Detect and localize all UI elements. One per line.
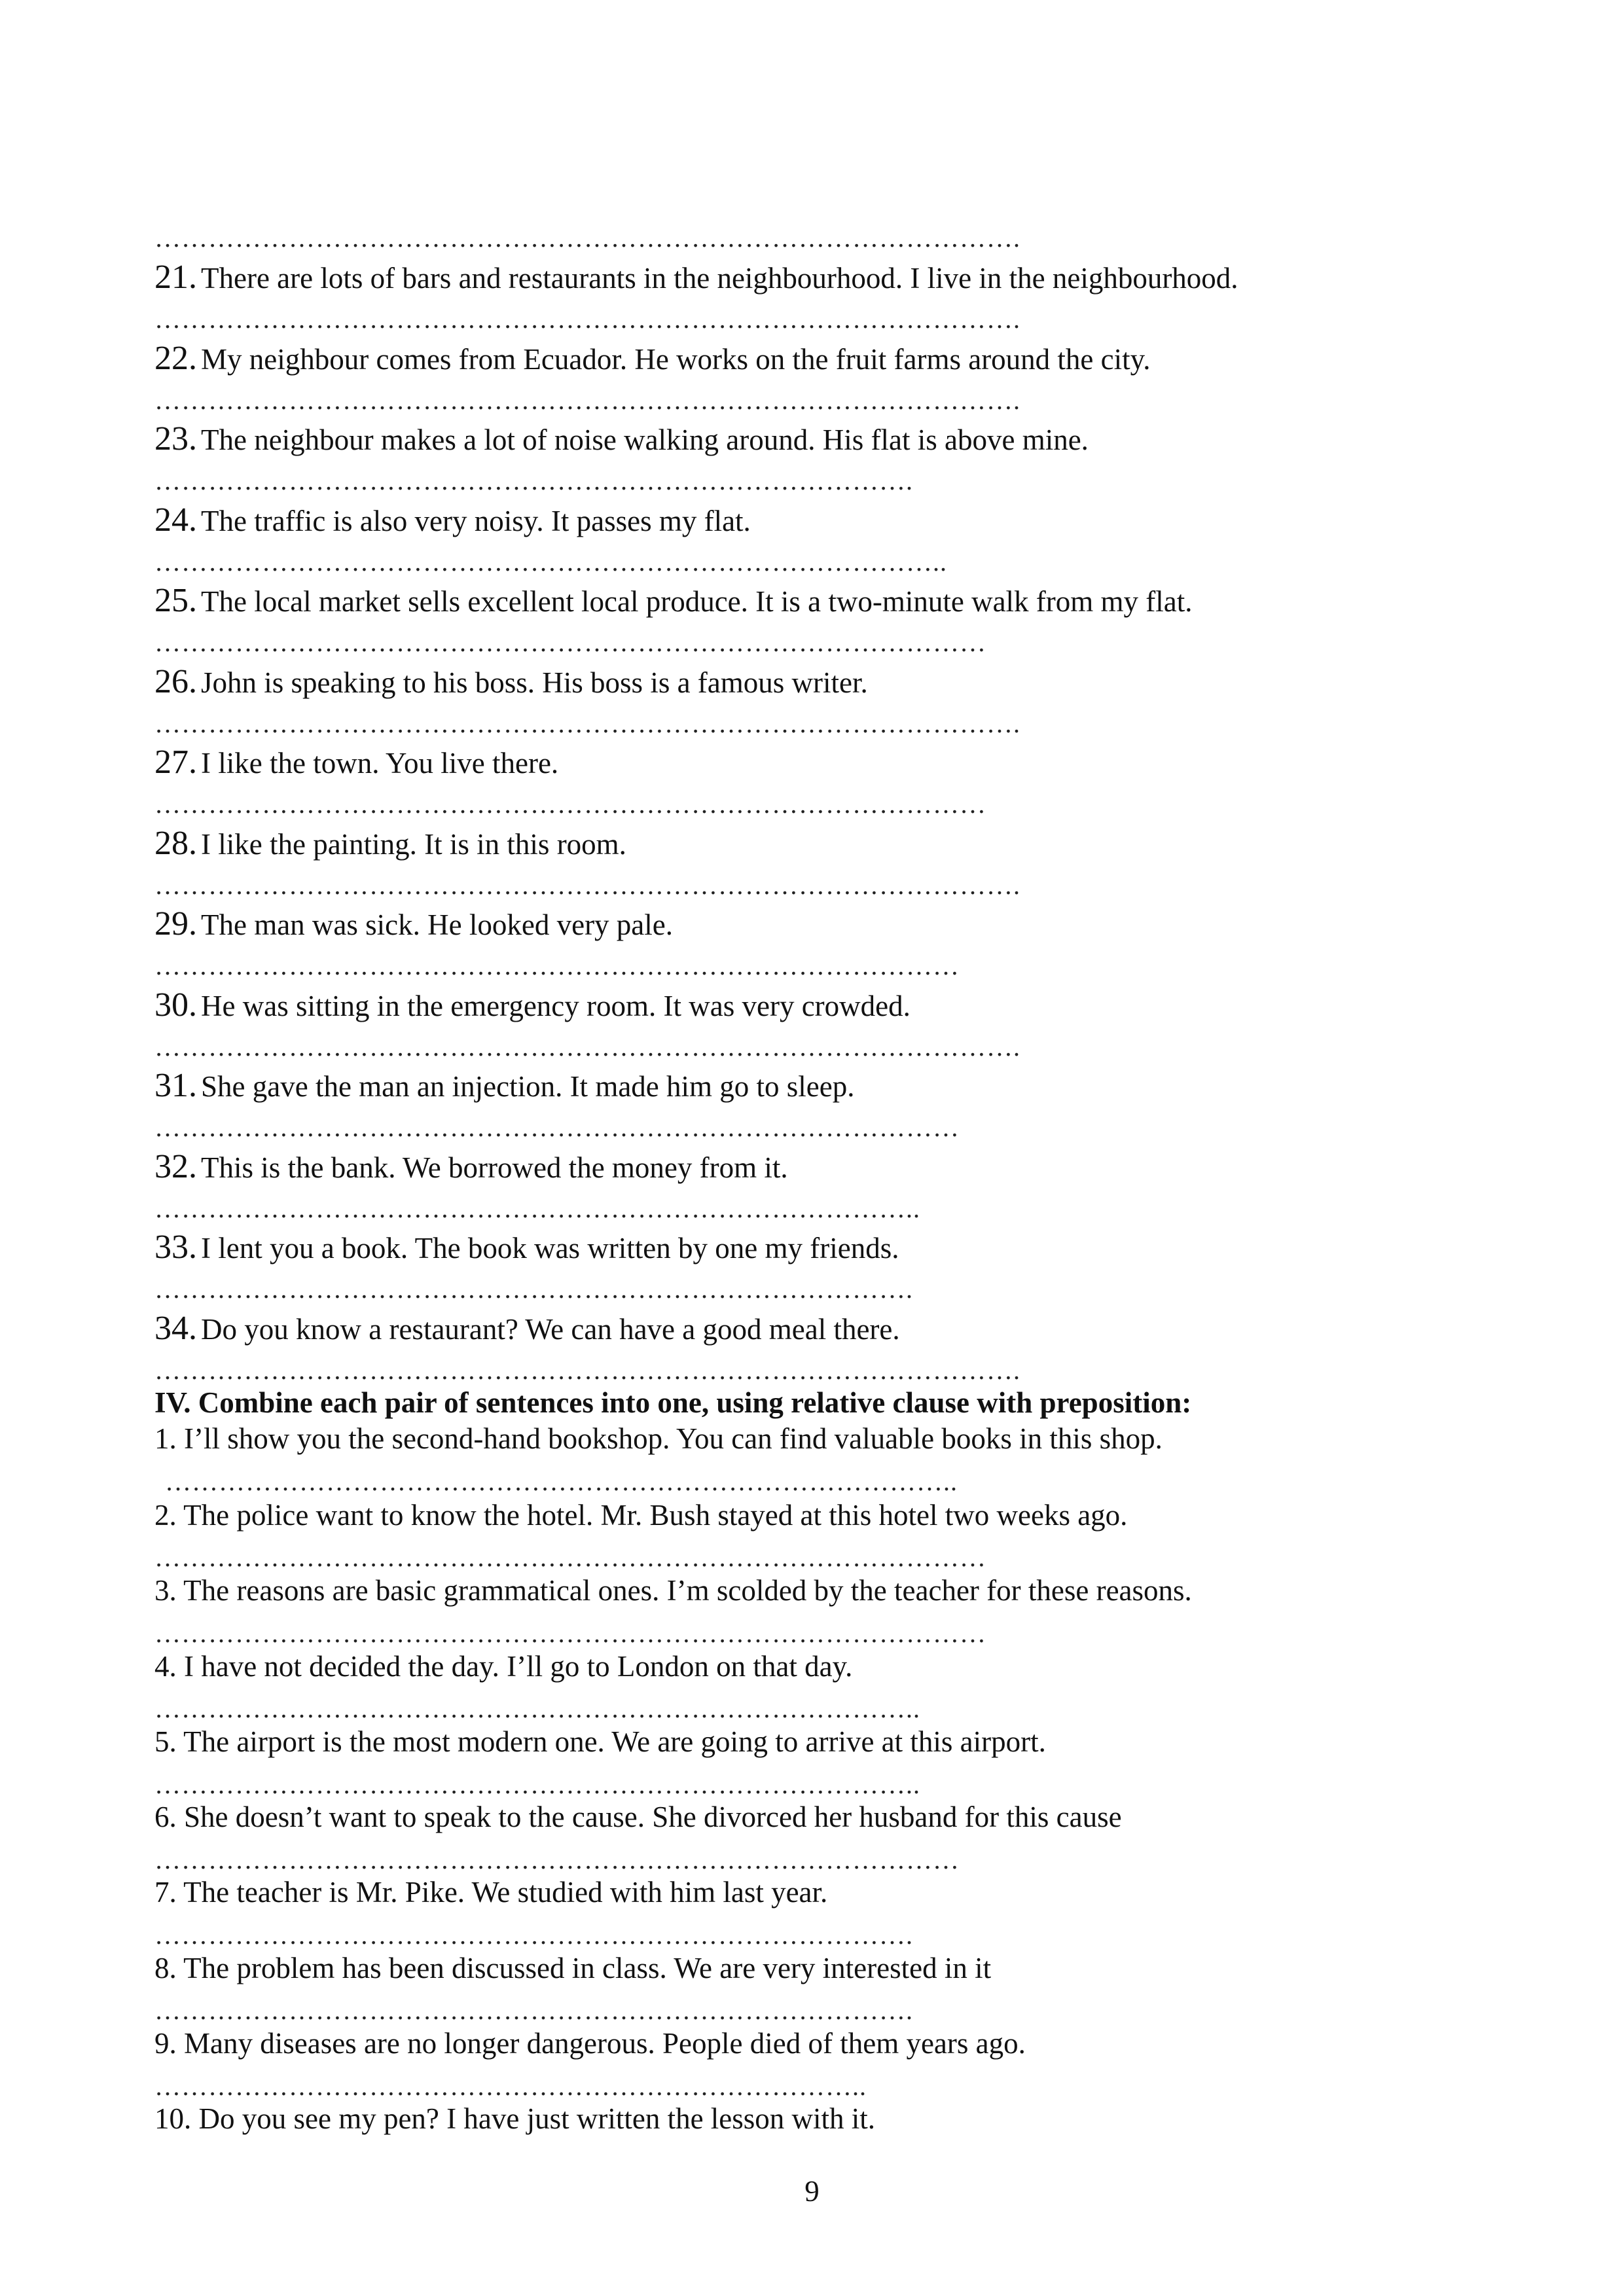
answer-line: ………………………………………………………………………………	[154, 1845, 960, 1874]
answer-line: ……………………………………………………………………………..	[165, 1467, 958, 1496]
question-21: 21. There are lots of bars and restaurants in the neighbourhood. I live in the neighbourhood.	[154, 259, 1238, 296]
exercise-10: 10. Do you see my pen? I have just written the lesson with it.	[154, 2102, 876, 2135]
answer-line: …………………………………………………………………………………….	[154, 709, 1020, 738]
answer-line: ………………………………………………………………………….	[154, 1996, 913, 2025]
exercise-3: 3. The reasons are basic grammatical ones. I’m scolded by the teacher for these reasons.	[154, 1574, 1192, 1607]
answer-line: …………………………………………………………………………………….	[154, 223, 1020, 253]
exercise-2: 2. The police want to know the hotel. Mr. Bush stayed at this hotel two weeks ago.	[154, 1499, 1128, 1532]
question-34: 34. Do you know a restaurant? We can have a good meal there.	[154, 1310, 900, 1347]
answer-line: ………………………………………………………………………….	[154, 466, 913, 495]
answer-line: …………………………………………………………………………..	[154, 1194, 920, 1223]
answer-line: ……………………………………………………………………..	[154, 2072, 867, 2101]
answer-line: ……………………………………………………………………………..	[154, 547, 947, 577]
answer-line: ………………………………………………………………………….	[154, 1274, 913, 1304]
answer-line: …………………………………………………………………………………….	[154, 386, 1020, 415]
question-32: 32. This is the bank. We borrowed the money from it.	[154, 1148, 788, 1185]
question-30: 30. He was sitting in the emergency room. It was very crowded.	[154, 986, 911, 1024]
section-iv-heading: IV. Combine each pair of sentences into one, using relative clause with preposition:	[154, 1386, 1192, 1419]
exercise-7: 7. The teacher is Mr. Pike. We studied with him last year.	[154, 1876, 828, 1909]
exercise-1: 1. I’ll show you the second-hand bookshop. You can find valuable books in this shop.	[154, 1422, 1163, 1455]
question-33: 33. I lent you a book. The book was written by one my friends.	[154, 1229, 899, 1266]
answer-line: ………………………………………………………………………………	[154, 951, 960, 980]
question-24: 24. The traffic is also very noisy. It passes my flat.	[154, 501, 751, 539]
answer-line: …………………………………………………………………………………….	[154, 1355, 1020, 1385]
answer-line: …………………………………………………………………………………….	[154, 870, 1020, 900]
answer-line: …………………………………………………………………………………….	[154, 304, 1020, 334]
answer-line: ………………………………………………………………………………	[154, 1113, 960, 1142]
answer-line: …………………………………………………………………………………….	[154, 1032, 1020, 1062]
question-23: 23. The neighbour makes a lot of noise walking around. His flat is above mine.	[154, 420, 1089, 457]
answer-line: …………………………………………………………………………………	[154, 628, 986, 657]
exercise-8: 8. The problem has been discussed in class. We are very interested in it	[154, 1952, 992, 1984]
exercise-9: 9. Many diseases are no longer dangerous. People died of them years ago.	[154, 2027, 1026, 2060]
answer-line: …………………………………………………………………………………	[154, 1543, 986, 1572]
answer-line: …………………………………………………………………………………	[154, 789, 986, 819]
answer-line: …………………………………………………………………………..	[154, 1694, 920, 1723]
question-28: 28. I like the painting. It is in this room.	[154, 825, 626, 862]
question-27: 27. I like the town. You live there.	[154, 744, 559, 781]
exercise-4: 4. I have not decided the day. I’ll go to London on that day.	[154, 1650, 853, 1683]
answer-line: ………………………………………………………………………….	[154, 1920, 913, 1950]
answer-line: …………………………………………………………………………………	[154, 1619, 986, 1648]
question-31: 31. She gave the man an injection. It made him go to sleep.	[154, 1067, 855, 1104]
question-29: 29. The man was sick. He looked very pale.	[154, 905, 674, 942]
answer-line: …………………………………………………………………………..	[154, 1770, 920, 1799]
exercise-5: 5. The airport is the most modern one. We are going to arrive at this airport.	[154, 1725, 1046, 1758]
question-26: 26. John is speaking to his boss. His boss is a famous writer.	[154, 663, 868, 700]
question-25: 25. The local market sells excellent local produce. It is a two-minute walk from my flat.	[154, 582, 1193, 619]
page-number: 9	[804, 2175, 820, 2208]
exercise-6: 6. She doesn’t want to speak to the cause. She divorced her husband for this cause	[154, 1801, 1122, 1833]
question-22: 22. My neighbour comes from Ecuador. He works on the fruit farms around the city.	[154, 340, 1151, 377]
